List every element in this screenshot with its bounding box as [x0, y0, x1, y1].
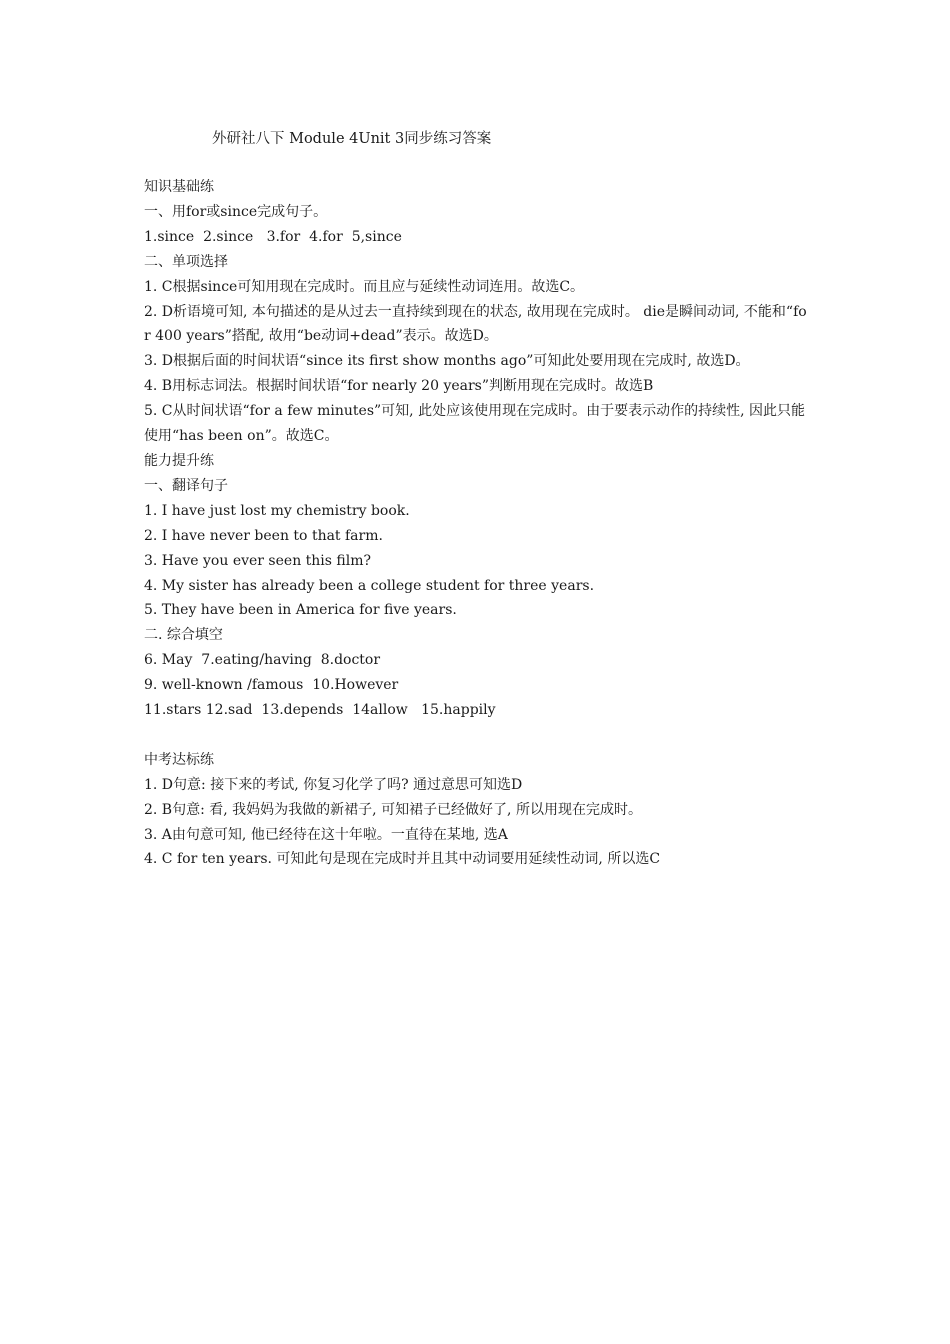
answer-line: 6. May 7.eating/having 8.doctor: [144, 652, 381, 669]
subsection-heading: 二. 综合填空: [144, 627, 223, 644]
answer-line: 11.stars 12.sad 13.depends 14allow 15.happily: [144, 702, 496, 719]
section-heading-exam: 中考达标练: [144, 751, 214, 768]
answer-line: 5. C从时间状语“for a few minutes”可知, 此处应该使用现在完成时。由于要表示动作的持续性, 因此只能使用“has been on”。故选C。: [144, 403, 805, 445]
section-heading-basic: 知识基础练: [144, 179, 214, 195]
answer-line: 1.since 2.since 3.for 4.for 5,since: [144, 228, 402, 245]
subsection-heading: 一、翻译句子: [144, 477, 228, 494]
answer-line: 1. C根据since可知用现在完成时。而且应与延续性动词连用。故选C。: [144, 278, 585, 295]
answer-line: 4. C for ten years. 可知此句是现在完成时并且其中动词要用延续性动词, 所以选C: [144, 851, 661, 868]
answer-line: 4. My sister has already been a college student for three years.: [144, 577, 595, 594]
subsection-heading: 二、单项选择: [144, 253, 228, 270]
section-heading-advanced: 能力提升练: [144, 452, 214, 469]
answer-line: 2. D析语境可知, 本句描述的是从过去一直持续到现在的状态, 故用现在完成时。 die是瞬间动词, 不能和“for 400 years”搭配, 故用“be动词+dead”表示。故选D。: [144, 303, 807, 345]
document-title: 外研社八下 Module 4Unit 3同步练习答案: [212, 131, 492, 147]
answer-line: 1. D句意: 接下来的考试, 你复习化学了吗? 通过意思可知选D: [144, 776, 523, 793]
answer-line: 4. B用标志词法。根据时间状语“for nearly 20 years”判断用现在完成时。故选B: [144, 378, 654, 395]
answer-line: 2. B句意: 看, 我妈妈为我做的新裙子, 可知裙子已经做好了, 所以用现在完成时。: [144, 801, 642, 818]
subsection-heading: 一、用for或since完成句子。: [144, 203, 328, 220]
answer-line: 9. well-known /famous 10.However: [144, 677, 399, 694]
answer-content: [144, 175, 809, 872]
answer-line: 1. I have just lost my chemistry book.: [144, 502, 410, 519]
answer-line: 3. A由句意可知, 他已经待在这十年啦。一直待在某地, 选A: [144, 826, 508, 843]
answer-line: 2. I have never been to that farm.: [144, 527, 383, 544]
answer-line: 3. D根据后面的时间状语“since its first show months ago”可知此处要用现在完成时, 故选D。: [144, 353, 750, 370]
blank-line: [144, 723, 809, 748]
answer-line: 5. They have been in America for five years.: [144, 602, 457, 619]
answer-line: 3. Have you ever seen this film?: [144, 552, 372, 569]
